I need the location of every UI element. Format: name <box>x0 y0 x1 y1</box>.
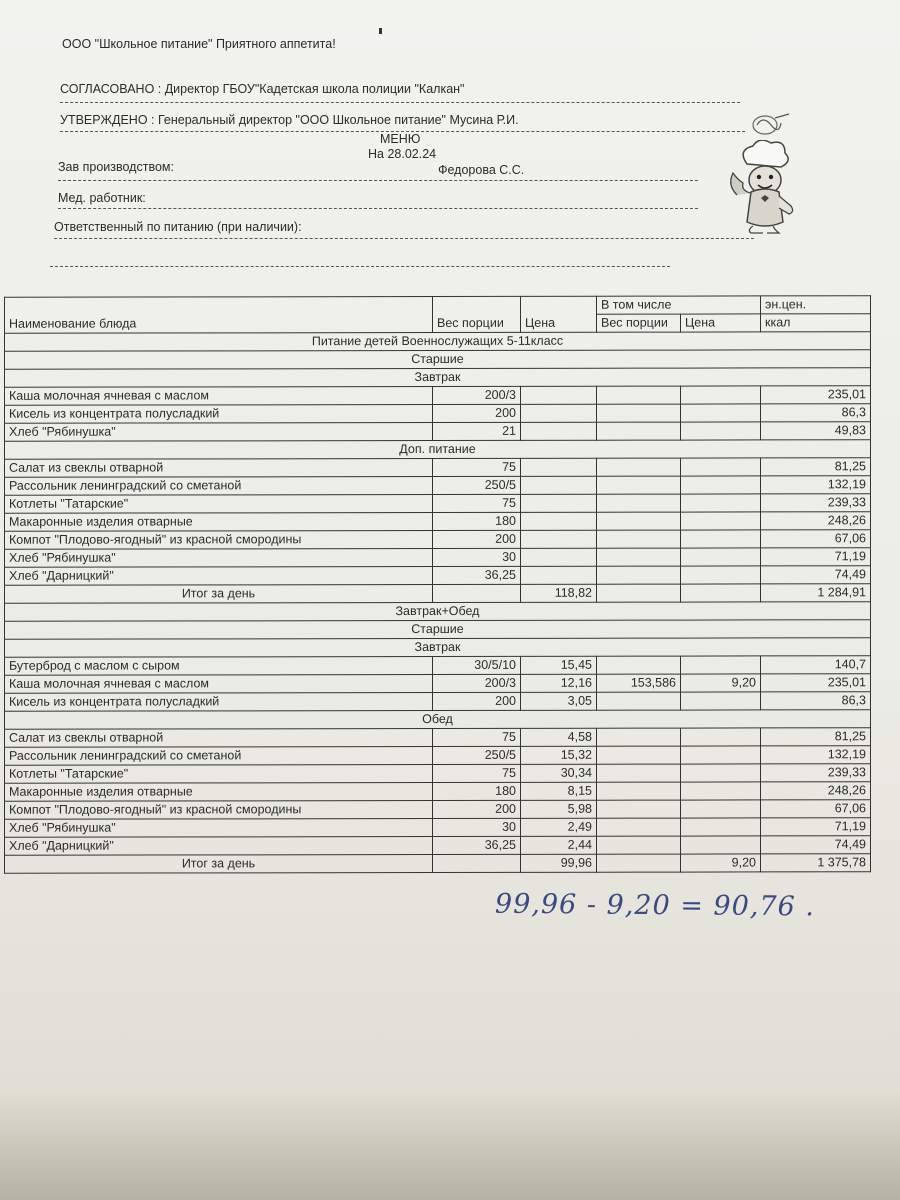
dish-incl-weight <box>597 494 681 512</box>
dish-kcal: 86,3 <box>761 692 871 710</box>
dish-weight: 200/3 <box>433 386 521 404</box>
dish-price <box>521 458 597 476</box>
dish-name: Котлеты "Татарские" <box>5 495 433 514</box>
dish-incl-price <box>681 386 761 404</box>
total-incl-price: 9,20 <box>681 854 761 872</box>
dish-kcal: 67,06 <box>761 800 871 818</box>
dish-incl-price: 9,20 <box>681 674 761 692</box>
dish-incl-price <box>681 458 761 476</box>
dish-incl-weight <box>597 728 681 746</box>
total-row <box>5 584 871 604</box>
table-row <box>5 782 871 802</box>
table-row <box>5 530 871 550</box>
dish-name: Котлеты "Татарские" <box>5 765 433 784</box>
dish-incl-price <box>681 818 761 836</box>
agreed-underline <box>60 102 740 103</box>
meal-row <box>5 638 871 658</box>
table-header-row <box>5 296 871 316</box>
dish-weight: 250/5 <box>433 746 521 764</box>
dish-price: 15,32 <box>521 746 597 764</box>
col-incl-header: В том числе <box>597 296 761 314</box>
table-row <box>5 566 871 586</box>
dish-kcal: 71,19 <box>761 548 871 566</box>
dish-name: Хлеб "Рябинушка" <box>5 423 433 442</box>
group-title: Старшие <box>5 350 871 370</box>
dish-price: 2,49 <box>521 818 597 836</box>
dish-name: Хлеб "Дарницкий" <box>5 837 433 856</box>
company-line: ООО "Школьное питание" Приятного аппетита! <box>62 37 336 51</box>
dish-incl-weight <box>597 800 681 818</box>
total-row <box>5 854 871 874</box>
dish-weight: 30 <box>433 818 521 836</box>
dish-kcal: 235,01 <box>761 674 871 692</box>
total-label: Итог за день <box>5 855 433 874</box>
dish-kcal: 49,83 <box>761 422 871 440</box>
total-price: 99,96 <box>521 854 597 872</box>
dish-incl-weight <box>597 404 681 422</box>
meal-row <box>5 368 871 388</box>
dish-weight: 200 <box>433 404 521 422</box>
dish-incl-weight <box>597 818 681 836</box>
dish-kcal: 71,19 <box>761 818 871 836</box>
menu-table <box>4 295 871 874</box>
table-row <box>5 764 871 784</box>
dish-incl-weight: 153,586 <box>597 674 681 692</box>
total-incl-weight-cell <box>597 854 681 872</box>
section-title: Питание детей Военнослужащих 5-11класс <box>5 332 871 352</box>
dish-incl-price <box>681 836 761 854</box>
dish-kcal: 132,19 <box>761 476 871 494</box>
dish-weight: 36,25 <box>433 566 521 584</box>
col-name-header: Наименование блюда <box>5 297 433 334</box>
medic-label: Мед. работник: <box>58 191 146 205</box>
dish-kcal: 67,06 <box>761 530 871 548</box>
chef-mascot-icon <box>725 140 805 235</box>
meal-title: Завтрак <box>5 638 871 658</box>
dish-name: Рассольник ленинградский со сметаной <box>5 747 433 766</box>
extra-underline <box>50 266 670 267</box>
meal-title: Обед <box>5 710 871 730</box>
dish-price: 2,44 <box>521 836 597 854</box>
table-row <box>5 674 871 694</box>
dish-price: 12,16 <box>521 674 597 692</box>
dish-incl-price <box>681 422 761 440</box>
dish-incl-price <box>681 764 761 782</box>
production-head-label: Зав производством: <box>58 160 174 174</box>
production-head-underline <box>58 180 698 181</box>
total-label: Итог за день <box>5 585 433 604</box>
dish-price: 3,05 <box>521 692 597 710</box>
dish-incl-price <box>681 512 761 530</box>
dish-name: Салат из свеклы отварной <box>5 729 433 748</box>
col-price-header: Цена <box>521 296 597 332</box>
dish-name: Хлеб "Дарницкий" <box>5 567 433 586</box>
dish-name: Компот "Плодово-ягодный" из красной смородины <box>5 801 433 820</box>
dish-price: 30,34 <box>521 764 597 782</box>
table-row <box>5 422 871 442</box>
table-row <box>5 458 871 478</box>
dish-price: 15,45 <box>521 656 597 674</box>
col-weight-header: Вес порции <box>433 296 521 332</box>
dish-weight: 75 <box>433 494 521 512</box>
dish-incl-price <box>681 782 761 800</box>
dish-incl-price <box>681 656 761 674</box>
dish-incl-price <box>681 566 761 584</box>
dish-name: Хлеб "Рябинушка" <box>5 549 433 568</box>
group-row <box>5 620 871 640</box>
dish-kcal: 235,01 <box>761 386 871 404</box>
dish-weight: 200 <box>433 800 521 818</box>
total-weight-cell <box>433 854 521 872</box>
section-title: Завтрак+Обед <box>5 602 871 622</box>
dish-kcal: 81,25 <box>761 458 871 476</box>
production-head-name: Федорова С.С. <box>438 163 525 177</box>
medic-underline <box>58 208 698 209</box>
dish-name: Кисель из концентрата полусладкий <box>5 405 433 424</box>
meal-row <box>5 440 871 460</box>
dish-price <box>521 548 597 566</box>
dish-price: 8,15 <box>521 782 597 800</box>
dish-kcal: 248,26 <box>761 512 871 530</box>
dish-kcal: 132,19 <box>761 746 871 764</box>
meal-title: Доп. питание <box>5 440 871 460</box>
dish-incl-weight <box>597 476 681 494</box>
table-row <box>5 800 871 820</box>
agreed-line: СОГЛАСОВАНО : Директор ГБОУ"Кадетская школа полиции "Калкан" <box>60 82 465 96</box>
dish-weight: 75 <box>433 728 521 746</box>
dish-incl-weight <box>597 782 681 800</box>
dish-name: Макаронные изделия отварные <box>5 513 433 532</box>
col-energy-header: эн.цен. <box>761 296 871 314</box>
table-row <box>5 494 871 514</box>
dish-price: 4,58 <box>521 728 597 746</box>
table-row <box>5 476 871 496</box>
table-row <box>5 818 871 838</box>
table-row <box>5 548 871 568</box>
section-row <box>5 332 871 352</box>
responsible-label: Ответственный по питанию (при наличии): <box>54 220 302 234</box>
dish-incl-price <box>681 404 761 422</box>
dish-incl-weight <box>597 746 681 764</box>
dish-name: Компот "Плодово-ягодный" из красной смородины <box>5 531 433 550</box>
table-row <box>5 512 871 532</box>
dish-kcal: 74,49 <box>761 566 871 584</box>
dish-incl-price <box>681 800 761 818</box>
dish-kcal: 74,49 <box>761 836 871 854</box>
dish-incl-price <box>681 746 761 764</box>
dish-incl-weight <box>597 764 681 782</box>
group-row <box>5 350 871 370</box>
total-kcal: 1 375,78 <box>761 854 871 872</box>
dish-incl-weight <box>597 458 681 476</box>
dish-price <box>521 512 597 530</box>
approved-line: УТВЕРЖДЕНО : Генеральный директор "ООО Школьное питание" Мусина Р.И. <box>60 113 519 127</box>
photo-shadow <box>0 1090 900 1200</box>
dish-price <box>521 494 597 512</box>
dish-weight: 180 <box>433 512 521 530</box>
dish-price <box>521 566 597 584</box>
col-incl-price-header: Цена <box>681 314 761 332</box>
dish-incl-price <box>681 692 761 710</box>
dish-weight: 250/5 <box>433 476 521 494</box>
dish-weight: 75 <box>433 764 521 782</box>
dish-price <box>521 476 597 494</box>
dish-incl-weight <box>597 656 681 674</box>
total-price: 118,82 <box>521 584 597 602</box>
dish-name: Кисель из концентрата полусладкий <box>5 693 433 712</box>
table-row <box>5 728 871 748</box>
dish-name: Салат из свеклы отварной <box>5 459 433 478</box>
dish-incl-weight <box>597 422 681 440</box>
meal-title: Завтрак <box>5 368 871 388</box>
dish-name: Макаронные изделия отварные <box>5 783 433 802</box>
dish-weight: 200/3 <box>433 674 521 692</box>
meal-row <box>5 710 871 730</box>
dish-incl-weight <box>597 512 681 530</box>
dish-incl-weight <box>597 566 681 584</box>
handwritten-calculation: 99,96 - 9,20 = 90,76 . <box>494 888 816 923</box>
table-row <box>5 692 871 712</box>
dish-kcal: 248,26 <box>761 782 871 800</box>
total-incl-weight-cell <box>597 584 681 602</box>
menu-table-wrap <box>4 295 870 882</box>
col-energy-unit-header: ккал <box>761 314 871 332</box>
dish-name: Бутерброд с маслом с сыром <box>5 657 433 676</box>
table-row <box>5 656 871 676</box>
dish-incl-weight <box>597 530 681 548</box>
dish-kcal: 140,7 <box>761 656 871 674</box>
responsible-underline <box>54 238 754 239</box>
section-row <box>5 602 871 622</box>
dish-kcal: 239,33 <box>761 494 871 512</box>
dish-weight: 30/5/10 <box>433 656 521 674</box>
dish-kcal: 81,25 <box>761 728 871 746</box>
group-title: Старшие <box>5 620 871 640</box>
dish-weight: 180 <box>433 782 521 800</box>
dish-incl-weight <box>597 386 681 404</box>
dish-incl-price <box>681 530 761 548</box>
dish-price <box>521 404 597 422</box>
col-incl-weight-header: Вес порции <box>597 314 681 332</box>
dish-incl-price <box>681 476 761 494</box>
dish-name: Рассольник ленинградский со сметаной <box>5 477 433 496</box>
dish-name: Хлеб "Рябинушка" <box>5 819 433 838</box>
dish-incl-weight <box>597 692 681 710</box>
dish-incl-weight <box>597 836 681 854</box>
dish-price <box>521 386 597 404</box>
dish-incl-price <box>681 548 761 566</box>
table-row <box>5 836 871 856</box>
dish-kcal: 86,3 <box>761 404 871 422</box>
table-row <box>5 746 871 766</box>
table-row <box>5 386 871 406</box>
dish-name: Каша молочная ячневая с маслом <box>5 675 433 694</box>
tick-mark <box>379 28 382 34</box>
dish-weight: 200 <box>433 530 521 548</box>
total-kcal: 1 284,91 <box>761 584 871 602</box>
dish-name: Каша молочная ячневая с маслом <box>5 387 433 406</box>
stamp-scribble-icon <box>745 108 795 138</box>
dish-incl-price <box>681 728 761 746</box>
dish-weight: 200 <box>433 692 521 710</box>
dish-kcal: 239,33 <box>761 764 871 782</box>
dish-price <box>521 422 597 440</box>
dish-weight: 30 <box>433 548 521 566</box>
menu-title: МЕНЮ <box>380 132 421 146</box>
total-weight-cell <box>433 584 521 602</box>
dish-price <box>521 530 597 548</box>
menu-date: На 28.02.24 <box>368 147 437 161</box>
dish-price: 5,98 <box>521 800 597 818</box>
dish-weight: 21 <box>433 422 521 440</box>
dish-weight: 75 <box>433 458 521 476</box>
dish-incl-price <box>681 494 761 512</box>
dish-weight: 36,25 <box>433 836 521 854</box>
table-row <box>5 404 871 424</box>
total-incl-price <box>681 584 761 602</box>
dish-incl-weight <box>597 548 681 566</box>
